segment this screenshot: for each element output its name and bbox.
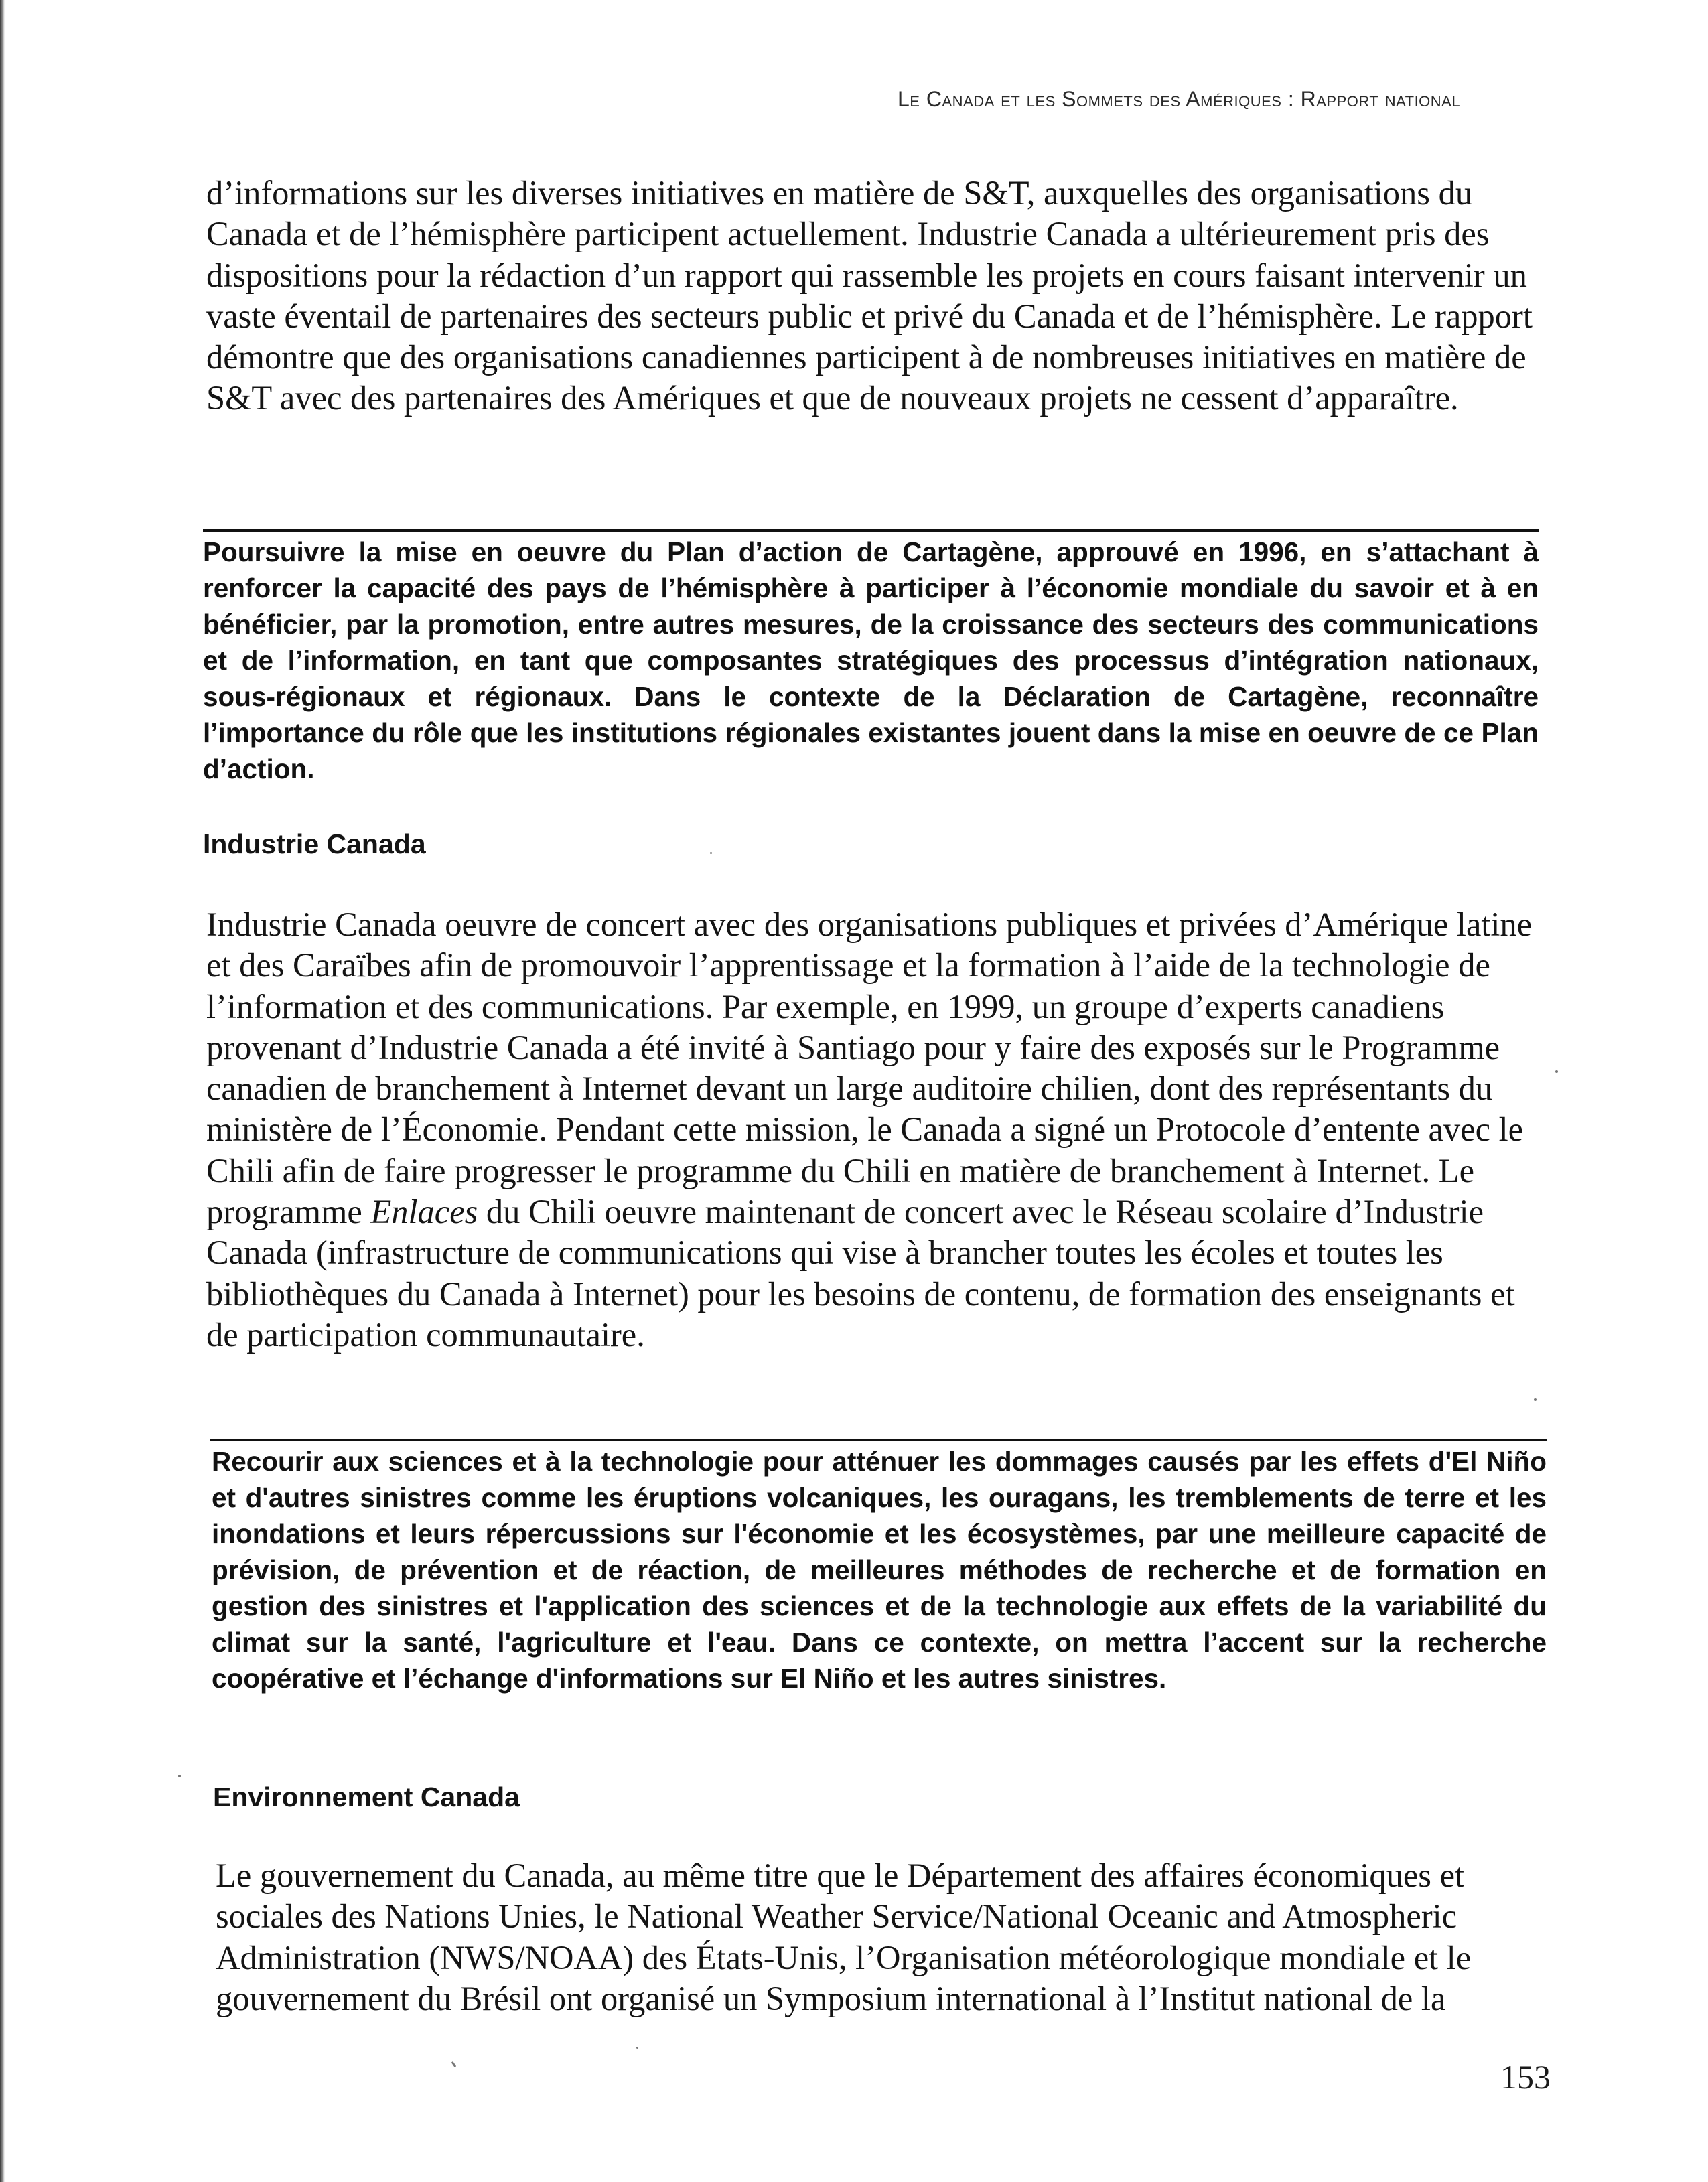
industrie-canada-text-b: du Chili oeuvre maintenant de concert avec le Réseau scolaire d’Industrie Canada (infrastructure de communications qui vise à brancher toutes les écoles et toutes les bibliothèques du Canada à Internet) pour les besoins de contenu, de formation des enseignants et de participation communautaire. [206, 1193, 1515, 1354]
running-header: Le Canada et les Sommets des Amériques : Rapport national [898, 87, 1461, 111]
scan-speck [178, 1775, 181, 1777]
environnement-canada-paragraph: Le gouvernement du Canada, au même titre que le Département des affaires économiques et sociales des Nations Unies, le National Weather Service/National Oceanic and Atmospheric Administration (NWS/NOAA) des États-Unis, l’Organisation météorologique mondiale et le gouvernement du Brésil ont organisé un Symposium international à l’Institut national de la [216, 1857, 1472, 2017]
scan-speck [1534, 1398, 1537, 1401]
section-rule-2 [210, 1439, 1547, 1441]
scan-speck [636, 2047, 638, 2049]
section-rule-1 [203, 529, 1539, 532]
enlaces-program-name: Enlaces [370, 1193, 478, 1231]
scan-speck [451, 2061, 457, 2067]
action-item-el-nino: Recourir aux sciences et à la technologie pour atténuer les dommages causés par les effets d'El Niño et d'autres sinistres comme les éruptions volcaniques, les ouragans, les tremblements de terre et les inondations et leurs répercussions sur l'économie et les écosystèmes, par une meilleure capacité de prévision, de prévention et de réaction, de meilleures méthodes de recherche et de formation en gestion des sinistres et l'application des sciences et de la technologie aux effets de la variabilité du climat sur la santé, l'agriculture et l'eau. Dans ce contexte, on mettra l’accent sur la recherche coopérative et l’échange d'informations sur El Niño et les autres sinistres. [212, 1446, 1547, 1694]
page-number: 153 [1500, 2058, 1551, 2096]
scan-speck [1555, 1070, 1558, 1073]
industrie-canada-paragraph [206, 904, 1539, 1356]
heading-industrie-canada: Industrie Canada [203, 828, 426, 859]
scan-speck [710, 852, 712, 854]
scan-edge [0, 0, 5, 2182]
heading-environnement-canada: Environnement Canada [213, 1781, 520, 1812]
industrie-canada-text-a: Industrie Canada oeuvre de concert avec des organisations publiques et privées d’Amérique latine et des Caraïbes afin de promouvoir l’apprentissage et la formation à l’aide de la technologie de l’information et des communications. Par exemple, en 1999, un groupe d’experts canadiens provenant d’Industrie Canada a été invité à Santiago pour y faire des exposés sur le Programme canadien de branchement à Internet devant un large auditoire chilien, dont des représentants du ministère de l’Économie. Pendant cette mission, le Canada a signé un Protocole d’entente avec le Chili afin de faire progresser le programme du Chili en matière de branchement à Internet. Le programme [206, 905, 1533, 1231]
intro-paragraph: d’informations sur les diverses initiatives en matière de S&T, auxquelles des organisations du Canada et de l’hémisphère participent actuellement. Industrie Canada a ultérieurement pris des dispositions pour la rédaction d’un rapport qui rassemble les projets en cours faisant intervenir un vaste éventail de partenaires des secteurs public et privé du Canada et de l’hémisphère. Le rapport démontre que des organisations canadiennes participent à de nombreuses initiatives en matière de S&T avec des partenaires des Amériques et que de nouveaux projets ne cessent d’apparaître. [206, 174, 1533, 417]
action-item-cartagena: Poursuivre la mise en oeuvre du Plan d’action de Cartagène, approuvé en 1996, en s’attachant à renforcer la capacité des pays de l’hémisphère à participer à l’économie mondiale du savoir et à en bénéficier, par la promotion, entre autres mesures, de la croissance des secteurs des communications et de l’information, en tant que composantes stratégiques des processus d’intégration nationaux, sous-régionaux et régionaux. Dans le contexte de la Déclaration de Cartagène, reconnaître l’importance du rôle que les institutions régionales existantes jouent dans la mise en oeuvre de ce Plan d’action. [203, 536, 1539, 784]
